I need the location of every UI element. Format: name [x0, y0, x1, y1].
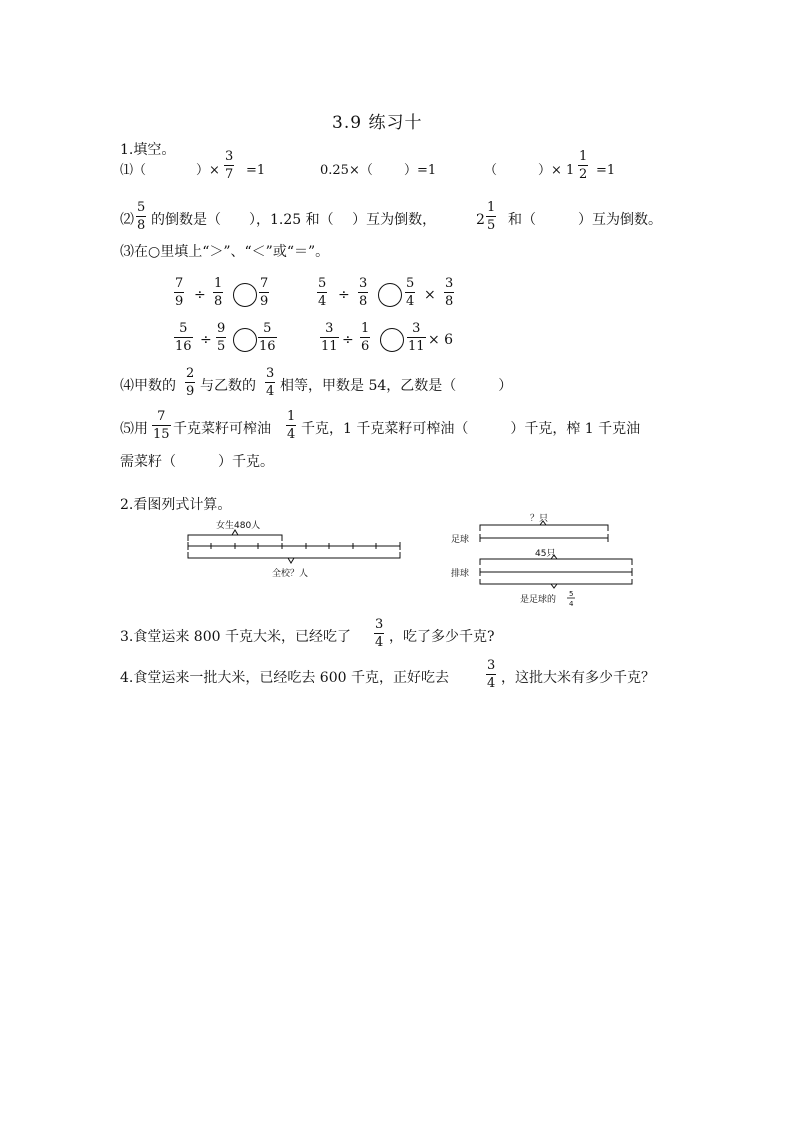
diagram2-volleyball-top-brace	[480, 559, 632, 565]
q1p1-b-text: 0.25×（	[320, 163, 373, 178]
q1p3-r2l-answer-circle[interactable]	[233, 328, 257, 352]
q1p3-r1r-answer-circle[interactable]	[378, 283, 402, 307]
q1p3-r1r-f2: 3 8	[359, 276, 368, 309]
q1p3-r1r-op: ÷	[338, 287, 350, 303]
q1p2-text2: 和（ ）互为倒数。	[508, 212, 662, 228]
diagram2-football-label: 足球	[451, 535, 470, 545]
q1p3-r1r-f4: 3 8	[445, 276, 454, 309]
q1p1-c-open: （	[484, 163, 498, 178]
q1p3-r1l-op: ÷	[194, 287, 206, 303]
q1p4-fraction2: 3 4	[266, 366, 275, 399]
q1p2-mixed-fraction: 1 5	[487, 200, 496, 233]
q1p1-a-fraction: 3 7	[225, 149, 234, 182]
q1p5-text2: 千克，1 千克菜籽可榨油（ ）千克，榨 1 千克油	[301, 421, 641, 437]
diagram2-relation-frac-d: 4	[569, 600, 574, 608]
diagram1-bottom-brace-tip	[288, 558, 294, 563]
diagram2-volleyball-bottom-brace	[480, 579, 632, 584]
q2-diagram2	[448, 508, 648, 608]
diagram2-football-qty: ？只	[530, 514, 549, 524]
q1p3-r1r-f3: 5 4	[406, 276, 415, 309]
q1p1-a-close: ）×	[196, 163, 220, 178]
q1p3-instruction: ⑶在○里填上“＞”、“＜”或“＝”。	[120, 244, 330, 260]
q1p3-r2l-f2: 9 5	[217, 321, 226, 354]
q1p3-r1r-f1: 5 4	[318, 276, 327, 309]
diagram1-bottom-label: 全校？人	[272, 569, 309, 579]
q1p1-a-open: ⑴（	[120, 163, 147, 178]
q1p4-fraction1: 2 9	[186, 366, 195, 399]
q1p3-r2l-op: ÷	[200, 332, 212, 348]
q1p1-c-equals: =1	[596, 163, 616, 178]
q1p3-r2r-f1: 3 11	[321, 321, 338, 354]
q1p2-label: ⑵	[120, 212, 134, 228]
q1p1-c-fraction: 1 2	[579, 149, 588, 182]
q1p5-line2: 需菜籽（ ）千克。	[120, 454, 274, 470]
q1p3-r2r-op2: × 6	[428, 332, 454, 348]
diagram2-relation-text: 是足球的	[520, 595, 557, 605]
q1p3-r2r-answer-circle[interactable]	[380, 328, 404, 352]
q1p2-mixed-whole: 2	[476, 212, 485, 228]
q1p3-r1l-answer-circle[interactable]	[233, 283, 257, 307]
diagram1-top-brace	[188, 535, 282, 541]
q1p5-label: ⑸用	[120, 421, 148, 437]
q1p3-r1l-f3: 7 9	[260, 276, 269, 309]
q1p5-fraction2: 1 4	[287, 409, 296, 442]
q1p2-fraction: 5 8	[137, 200, 146, 233]
q3-text2: ，吃了多少千克?	[389, 629, 495, 645]
q1p1-a-equals: =1	[246, 163, 266, 178]
q1p3-r1l-f2: 1 8	[214, 276, 223, 309]
q1p4-label: ⑷甲数的	[120, 378, 176, 394]
q2-diagram1	[180, 515, 410, 585]
q3-text1: 3.食堂运来 800 千克大米，已经吃了	[120, 629, 351, 645]
q3-fraction: 3 4	[375, 617, 384, 650]
diagram2-volleyball-bottom-tip	[551, 584, 557, 588]
q1p3-r1l-f1: 7 9	[175, 276, 184, 309]
diagram2-volleyball-label: 排球	[451, 569, 470, 579]
q2-heading: 2.看图列式计算。	[120, 497, 232, 513]
q4-text1: 4.食堂运来一批大米，已经吃去 600 千克，正好吃去	[120, 670, 449, 686]
q1p1-b-close: ）=1	[404, 163, 437, 178]
q1-heading: 1.填空。	[120, 142, 176, 158]
q1p3-r2l-f3: 5 16	[259, 321, 276, 354]
diagram2-football-top-brace	[480, 525, 608, 531]
diagram1-bottom-brace	[188, 552, 400, 558]
diagram2-relation-frac-n: 5	[569, 590, 574, 598]
q1p3-r2r-op: ÷	[342, 332, 354, 348]
q1p4-text2: 相等，甲数是 54，乙数是（ ）	[280, 378, 513, 394]
q4-text2: ，这批大米有多少千克？	[501, 670, 655, 686]
q1p2-text1: 的倒数是（ ），1.25 和（ ）互为倒数，	[151, 212, 437, 228]
q1p3-r2r-f2: 1 6	[361, 321, 370, 354]
q1p5-fraction1: 7 15	[153, 409, 170, 442]
q1p1-c-close: ）× 1	[538, 163, 575, 178]
q1p3-r1r-op2: ×	[424, 287, 436, 303]
page-title: 3.9 练习十	[332, 113, 423, 133]
q1p3-r2r-f3: 3 11	[408, 321, 425, 354]
q4-fraction: 3 4	[487, 658, 496, 691]
diagram2-volleyball-qty: 45只	[535, 549, 556, 559]
q1p4-text1: 与乙数的	[200, 378, 256, 394]
diagram1-top-label: 女生480人	[216, 521, 261, 531]
q1p3-r2l-f1: 5 16	[175, 321, 192, 354]
q1p5-text1: 千克菜籽可榨油	[173, 421, 271, 437]
